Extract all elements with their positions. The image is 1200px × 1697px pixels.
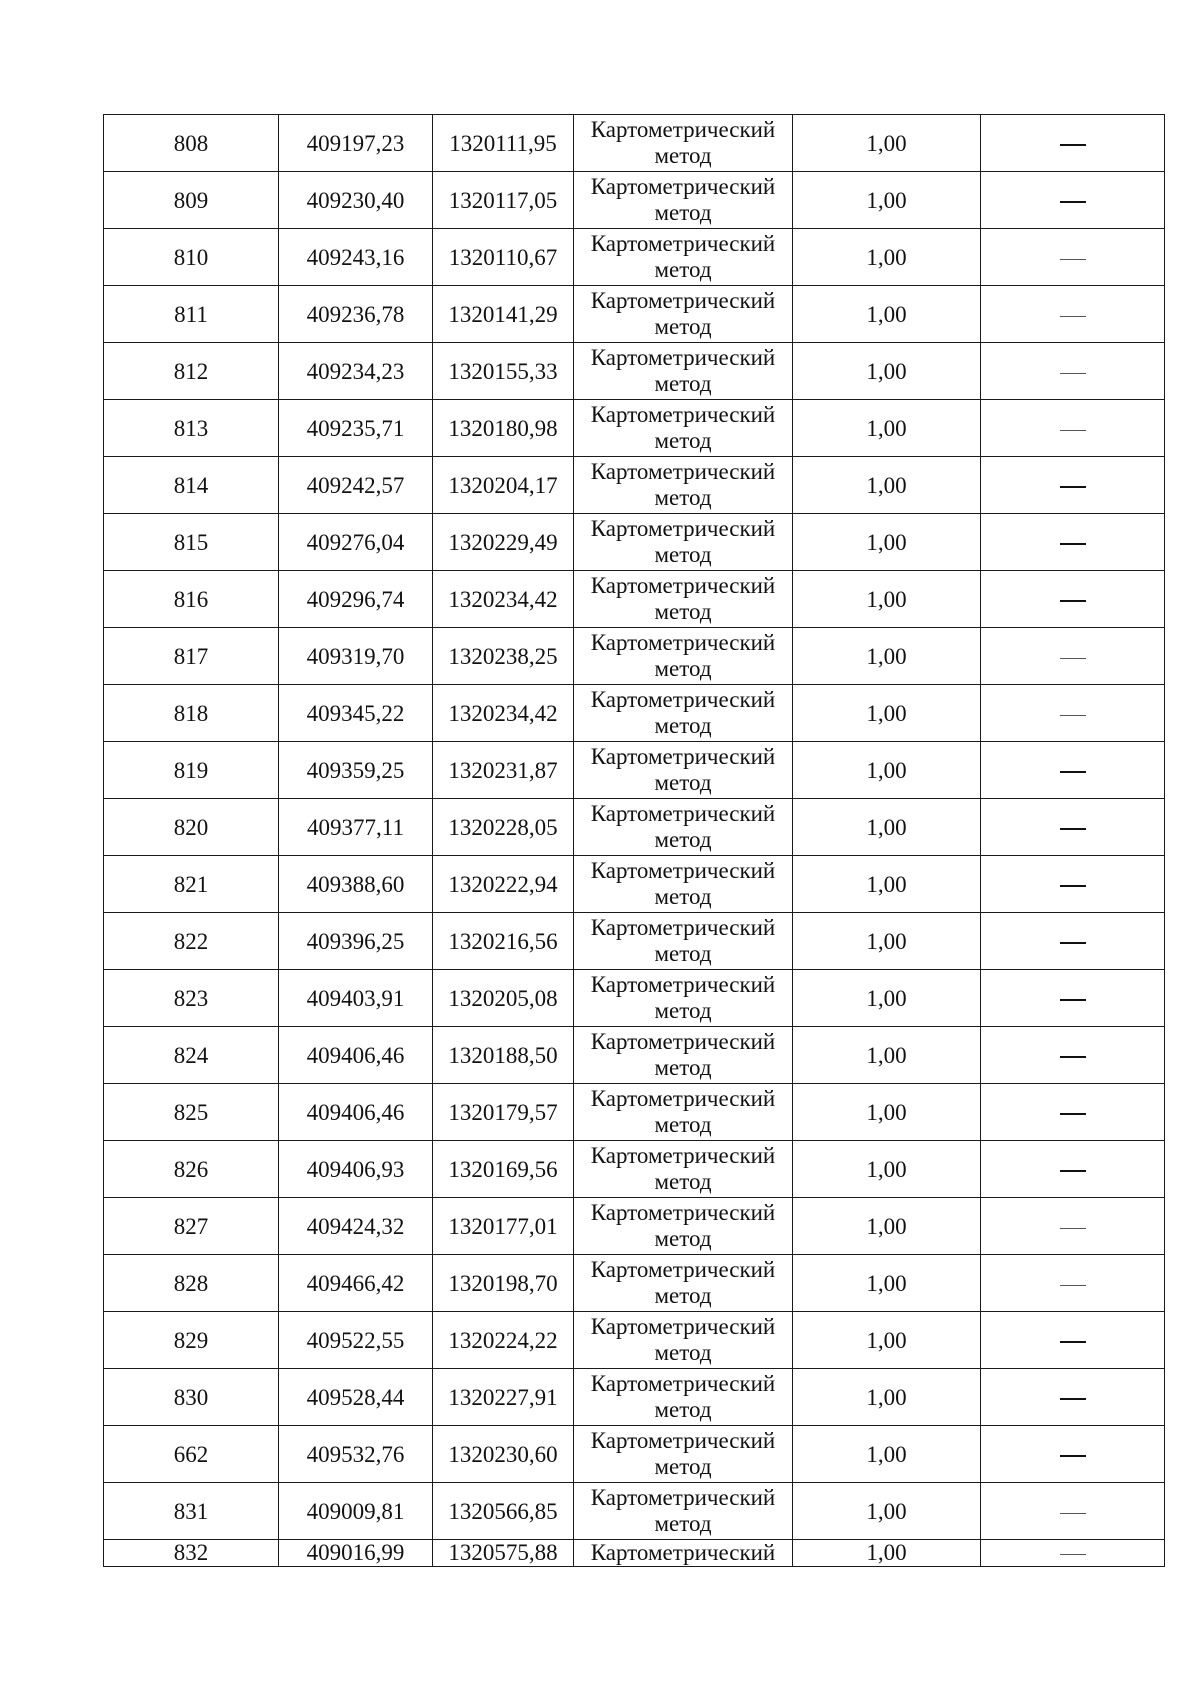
x-coordinate-cell: 409377,11 — [279, 799, 433, 856]
method-line2: метод — [654, 998, 712, 1023]
y-coordinate-cell: 1320229,49 — [433, 514, 574, 571]
method-cell — [574, 1141, 793, 1198]
table-row — [104, 457, 1165, 514]
accuracy-cell: 1,00 — [793, 1483, 981, 1540]
method-line1: Картометрический — [590, 744, 776, 769]
x-coordinate-cell: 409319,70 — [279, 628, 433, 685]
accuracy-cell: 1,00 — [793, 1141, 981, 1198]
table-row — [104, 1369, 1165, 1426]
method-line1: Картометрический — [590, 1540, 776, 1565]
method-line1: Картометрический — [590, 231, 776, 256]
accuracy-cell: 1,00 — [793, 856, 981, 913]
note-cell — [981, 970, 1165, 1027]
method-line1: Картометрический — [590, 1257, 776, 1282]
point-number-cell: 810 — [104, 229, 279, 286]
dash-mark — [1060, 1513, 1086, 1514]
accuracy-cell: 1,00 — [793, 685, 981, 742]
method-line1: Картометрический — [590, 1200, 776, 1225]
method-cell — [574, 571, 793, 628]
point-number-cell: 811 — [104, 286, 279, 343]
method-line1: Картометрический — [590, 288, 776, 313]
table-row — [104, 571, 1165, 628]
y-coordinate-cell: 1320177,01 — [433, 1198, 574, 1255]
dash-mark — [1060, 1455, 1086, 1457]
method-cell — [574, 628, 793, 685]
dash-mark — [1060, 1554, 1086, 1555]
accuracy-cell: 1,00 — [793, 913, 981, 970]
x-coordinate-cell: 409532,76 — [279, 1426, 433, 1483]
x-coordinate-cell: 409406,46 — [279, 1027, 433, 1084]
x-coordinate-cell: 409235,71 — [279, 400, 433, 457]
y-coordinate-cell: 1320169,56 — [433, 1141, 574, 1198]
method-cell — [574, 115, 793, 172]
method-line1: Картометрический — [590, 630, 776, 655]
table-row — [104, 1084, 1165, 1141]
y-coordinate-cell: 1320155,33 — [433, 343, 574, 400]
y-coordinate-cell: 1320205,08 — [433, 970, 574, 1027]
method-cell — [574, 685, 793, 742]
method-line2: метод — [654, 1340, 712, 1365]
table-row — [104, 343, 1165, 400]
x-coordinate-cell: 409242,57 — [279, 457, 433, 514]
note-cell — [981, 1312, 1165, 1369]
note-cell — [981, 856, 1165, 913]
x-coordinate-cell: 409016,99 — [279, 1540, 433, 1567]
x-coordinate-cell: 409424,32 — [279, 1198, 433, 1255]
coordinates-table-body — [104, 115, 1165, 1567]
x-coordinate-cell: 409230,40 — [279, 172, 433, 229]
dash-mark — [1060, 999, 1086, 1001]
x-coordinate-cell: 409466,42 — [279, 1255, 433, 1312]
method-cell — [574, 799, 793, 856]
point-number-cell: 823 — [104, 970, 279, 1027]
y-coordinate-cell: 1320224,22 — [433, 1312, 574, 1369]
method-line2: метод — [654, 428, 712, 453]
dash-mark — [1060, 259, 1086, 260]
y-coordinate-cell: 1320231,87 — [433, 742, 574, 799]
note-cell — [981, 400, 1165, 457]
y-coordinate-cell: 1320234,42 — [433, 571, 574, 628]
table-row — [104, 799, 1165, 856]
accuracy-cell: 1,00 — [793, 172, 981, 229]
method-line2: метод — [654, 884, 712, 909]
method-line1: Картометрический — [590, 573, 776, 598]
method-line1: Картометрический — [590, 402, 776, 427]
coordinates-table — [103, 114, 1165, 1567]
x-coordinate-cell: 409522,55 — [279, 1312, 433, 1369]
note-cell — [981, 1255, 1165, 1312]
table-row — [104, 1483, 1165, 1540]
method-line1: Картометрический — [590, 687, 776, 712]
point-number-cell: 829 — [104, 1312, 279, 1369]
dash-mark — [1060, 1113, 1086, 1115]
note-cell — [981, 343, 1165, 400]
method-line2: метод — [654, 1283, 712, 1308]
method-line2: метод — [654, 1454, 712, 1479]
method-line2: метод — [654, 542, 712, 567]
note-cell — [981, 1426, 1165, 1483]
method-line1: Картометрический — [590, 858, 776, 883]
method-line1: Картометрический — [590, 1371, 776, 1396]
y-coordinate-cell: 1320575,88 — [433, 1540, 574, 1567]
method-line1: Картометрический — [590, 1428, 776, 1453]
y-coordinate-cell: 1320228,05 — [433, 799, 574, 856]
table-row — [104, 514, 1165, 571]
x-coordinate-cell: 409296,74 — [279, 571, 433, 628]
x-coordinate-cell: 409276,04 — [279, 514, 433, 571]
note-cell — [981, 286, 1165, 343]
dash-mark — [1060, 1398, 1086, 1400]
table-row — [104, 1255, 1165, 1312]
x-coordinate-cell: 409388,60 — [279, 856, 433, 913]
method-line2: метод — [654, 827, 712, 852]
note-cell — [981, 685, 1165, 742]
note-cell — [981, 1483, 1165, 1540]
note-cell — [981, 514, 1165, 571]
point-number-cell: 832 — [104, 1540, 279, 1567]
dash-mark — [1060, 658, 1086, 659]
dash-mark — [1060, 430, 1086, 431]
point-number-cell: 830 — [104, 1369, 279, 1426]
note-cell — [981, 799, 1165, 856]
y-coordinate-cell: 1320234,42 — [433, 685, 574, 742]
point-number-cell: 825 — [104, 1084, 279, 1141]
y-coordinate-cell: 1320188,50 — [433, 1027, 574, 1084]
method-line2: метод — [654, 1397, 712, 1422]
method-line1: Картометрический — [590, 1143, 776, 1168]
y-coordinate-cell: 1320222,94 — [433, 856, 574, 913]
method-line2: метод — [654, 599, 712, 624]
method-line2: метод — [654, 1511, 712, 1536]
note-cell — [981, 742, 1165, 799]
method-cell — [574, 400, 793, 457]
method-line1: Картометрический — [590, 174, 776, 199]
method-line1: Картометрический — [590, 345, 776, 370]
method-line1: Картометрический — [590, 915, 776, 940]
point-number-cell: 822 — [104, 913, 279, 970]
table-row — [104, 1198, 1165, 1255]
dash-mark — [1060, 144, 1086, 146]
method-line1: Картометрический — [590, 1314, 776, 1339]
x-coordinate-cell: 409236,78 — [279, 286, 433, 343]
accuracy-cell: 1,00 — [793, 343, 981, 400]
note-cell — [981, 913, 1165, 970]
method-cell — [574, 856, 793, 913]
method-line2: метод — [654, 1226, 712, 1251]
point-number-cell: 818 — [104, 685, 279, 742]
x-coordinate-cell: 409197,23 — [279, 115, 433, 172]
method-cell — [574, 1198, 793, 1255]
x-coordinate-cell: 409396,25 — [279, 913, 433, 970]
accuracy-cell: 1,00 — [793, 514, 981, 571]
y-coordinate-cell: 1320227,91 — [433, 1369, 574, 1426]
point-number-cell: 827 — [104, 1198, 279, 1255]
method-cell — [574, 742, 793, 799]
table-row — [104, 229, 1165, 286]
note-cell — [981, 229, 1165, 286]
x-coordinate-cell: 409406,46 — [279, 1084, 433, 1141]
dash-mark — [1060, 771, 1086, 773]
method-line1: Картометрический — [590, 1086, 776, 1111]
dash-mark — [1060, 1228, 1086, 1229]
dash-mark — [1060, 715, 1086, 716]
method-line2: метод — [654, 1112, 712, 1137]
point-number-cell: 815 — [104, 514, 279, 571]
y-coordinate-cell: 1320198,70 — [433, 1255, 574, 1312]
note-cell — [981, 1198, 1165, 1255]
accuracy-cell: 1,00 — [793, 1540, 981, 1567]
y-coordinate-cell: 1320110,67 — [433, 229, 574, 286]
note-cell — [981, 172, 1165, 229]
method-line2: метод — [654, 1169, 712, 1194]
table-row — [104, 115, 1165, 172]
x-coordinate-cell: 409359,25 — [279, 742, 433, 799]
dash-mark — [1060, 316, 1086, 317]
method-line1: Картометрический — [590, 801, 776, 826]
method-cell — [574, 913, 793, 970]
note-cell — [981, 1084, 1165, 1141]
accuracy-cell: 1,00 — [793, 970, 981, 1027]
y-coordinate-cell: 1320566,85 — [433, 1483, 574, 1540]
x-coordinate-cell: 409234,23 — [279, 343, 433, 400]
accuracy-cell: 1,00 — [793, 400, 981, 457]
y-coordinate-cell: 1320141,29 — [433, 286, 574, 343]
y-coordinate-cell: 1320117,05 — [433, 172, 574, 229]
dash-mark — [1060, 1170, 1086, 1172]
note-cell — [981, 1027, 1165, 1084]
dash-mark — [1060, 1056, 1086, 1058]
accuracy-cell: 1,00 — [793, 1426, 981, 1483]
table-row — [104, 1540, 1165, 1567]
accuracy-cell: 1,00 — [793, 1312, 981, 1369]
dash-mark — [1060, 486, 1086, 488]
method-line2: метод — [654, 770, 712, 795]
method-cell — [574, 1369, 793, 1426]
point-number-cell: 819 — [104, 742, 279, 799]
point-number-cell: 808 — [104, 115, 279, 172]
y-coordinate-cell: 1320204,17 — [433, 457, 574, 514]
accuracy-cell: 1,00 — [793, 457, 981, 514]
method-cell — [574, 343, 793, 400]
dash-mark — [1060, 543, 1086, 545]
table-row — [104, 742, 1165, 799]
table-row — [104, 913, 1165, 970]
table-row — [104, 1141, 1165, 1198]
dash-mark — [1060, 828, 1086, 830]
dash-mark — [1060, 942, 1086, 944]
method-cell — [574, 229, 793, 286]
x-coordinate-cell: 409009,81 — [279, 1483, 433, 1540]
y-coordinate-cell: 1320230,60 — [433, 1426, 574, 1483]
method-line1: Картометрический — [590, 1485, 776, 1510]
dash-mark — [1060, 885, 1086, 887]
accuracy-cell: 1,00 — [793, 229, 981, 286]
method-line2: метод — [654, 941, 712, 966]
accuracy-cell: 1,00 — [793, 1198, 981, 1255]
accuracy-cell: 1,00 — [793, 571, 981, 628]
point-number-cell: 816 — [104, 571, 279, 628]
table-row — [104, 970, 1165, 1027]
point-number-cell: 662 — [104, 1426, 279, 1483]
accuracy-cell: 1,00 — [793, 286, 981, 343]
y-coordinate-cell: 1320111,95 — [433, 115, 574, 172]
method-cell — [574, 1426, 793, 1483]
y-coordinate-cell: 1320216,56 — [433, 913, 574, 970]
table-row — [104, 1027, 1165, 1084]
table-row — [104, 685, 1165, 742]
accuracy-cell: 1,00 — [793, 1255, 981, 1312]
dash-mark — [1060, 201, 1086, 203]
accuracy-cell: 1,00 — [793, 1027, 981, 1084]
method-cell — [574, 1483, 793, 1540]
method-cell — [574, 514, 793, 571]
method-line1: Картометрический — [590, 459, 776, 484]
point-number-cell: 814 — [104, 457, 279, 514]
dash-mark — [1060, 600, 1086, 602]
note-cell — [981, 571, 1165, 628]
accuracy-cell: 1,00 — [793, 1084, 981, 1141]
point-number-cell: 817 — [104, 628, 279, 685]
method-cell — [574, 286, 793, 343]
method-line2: метод — [654, 314, 712, 339]
accuracy-cell: 1,00 — [793, 799, 981, 856]
method-line1: Картометрический — [590, 972, 776, 997]
method-line2: метод — [654, 713, 712, 738]
table-row — [104, 628, 1165, 685]
method-line1: Картометрический — [590, 516, 776, 541]
method-cell — [574, 1084, 793, 1141]
accuracy-cell: 1,00 — [793, 628, 981, 685]
table-row — [104, 286, 1165, 343]
method-cell — [574, 970, 793, 1027]
x-coordinate-cell: 409528,44 — [279, 1369, 433, 1426]
accuracy-cell: 1,00 — [793, 1369, 981, 1426]
point-number-cell: 812 — [104, 343, 279, 400]
method-cell — [574, 1255, 793, 1312]
point-number-cell: 824 — [104, 1027, 279, 1084]
method-line2: метод — [654, 485, 712, 510]
method-line2: метод — [654, 1055, 712, 1080]
method-cell — [574, 457, 793, 514]
y-coordinate-cell: 1320179,57 — [433, 1084, 574, 1141]
table-row — [104, 1312, 1165, 1369]
accuracy-cell: 1,00 — [793, 115, 981, 172]
note-cell — [981, 1369, 1165, 1426]
note-cell — [981, 457, 1165, 514]
method-line2: метод — [654, 200, 712, 225]
dash-mark — [1060, 373, 1086, 374]
x-coordinate-cell: 409345,22 — [279, 685, 433, 742]
method-line2: метод — [654, 371, 712, 396]
method-cell — [574, 1312, 793, 1369]
note-cell — [981, 115, 1165, 172]
point-number-cell: 809 — [104, 172, 279, 229]
x-coordinate-cell: 409403,91 — [279, 970, 433, 1027]
point-number-cell: 826 — [104, 1141, 279, 1198]
method-line2: метод — [654, 257, 712, 282]
dash-mark — [1060, 1285, 1086, 1286]
method-line2: метод — [654, 143, 712, 168]
method-line2: метод — [654, 656, 712, 681]
note-cell — [981, 1141, 1165, 1198]
method-line1: Картометрический — [590, 1029, 776, 1054]
table-row — [104, 400, 1165, 457]
x-coordinate-cell: 409406,93 — [279, 1141, 433, 1198]
point-number-cell: 828 — [104, 1255, 279, 1312]
method-cell — [574, 1540, 793, 1567]
dash-mark — [1060, 1341, 1086, 1343]
table-row — [104, 172, 1165, 229]
x-coordinate-cell: 409243,16 — [279, 229, 433, 286]
method-line1: Картометрический — [590, 117, 776, 142]
table-row — [104, 856, 1165, 913]
y-coordinate-cell: 1320238,25 — [433, 628, 574, 685]
point-number-cell: 831 — [104, 1483, 279, 1540]
note-cell — [981, 1540, 1165, 1567]
point-number-cell: 821 — [104, 856, 279, 913]
note-cell — [981, 628, 1165, 685]
table-row — [104, 1426, 1165, 1483]
method-cell — [574, 172, 793, 229]
point-number-cell: 813 — [104, 400, 279, 457]
method-cell — [574, 1027, 793, 1084]
point-number-cell: 820 — [104, 799, 279, 856]
y-coordinate-cell: 1320180,98 — [433, 400, 574, 457]
accuracy-cell: 1,00 — [793, 742, 981, 799]
